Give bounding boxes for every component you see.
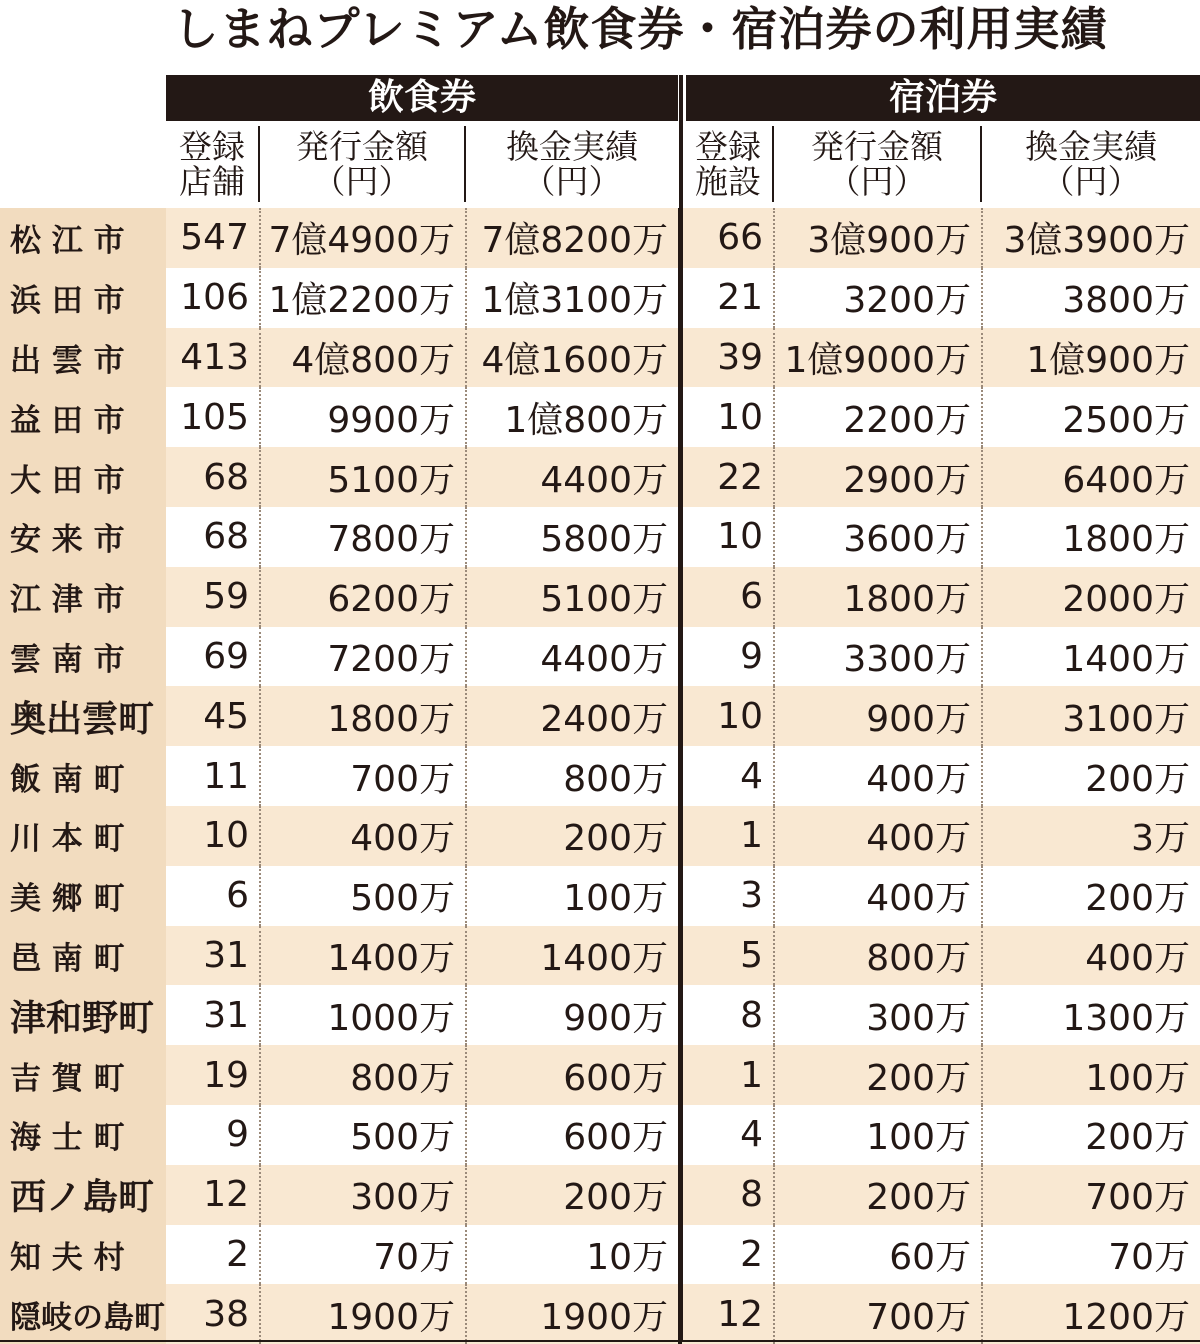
- cell-c2: 500万: [260, 866, 466, 926]
- cell-c3: 4400万: [466, 447, 680, 507]
- table-row: [0, 567, 1200, 627]
- cell-c5: 2200万: [774, 387, 982, 447]
- cell-c4: 39: [680, 328, 774, 388]
- table-row: [0, 746, 1200, 806]
- cell-c6: 200万: [982, 1105, 1200, 1165]
- cell-c5: 3200万: [774, 268, 982, 328]
- cell-c2: 6200万: [260, 567, 466, 627]
- cell-c4: 5: [680, 926, 774, 986]
- cell-c3: 600万: [466, 1105, 680, 1165]
- col-header-dining-issued: [260, 126, 464, 202]
- cell-c5: 900万: [774, 686, 982, 746]
- table-row: [0, 686, 1200, 746]
- col-header-text: 登録 施設: [695, 127, 761, 201]
- cell-c5: 1億9000万: [774, 328, 982, 388]
- col-header-text: 登録 店舗: [179, 127, 245, 201]
- cell-c2: 700万: [260, 746, 466, 806]
- cell-c3: 200万: [466, 806, 680, 866]
- cell-c1: 413: [166, 328, 260, 388]
- table-row: [0, 1284, 1200, 1344]
- cell-c6: 200万: [982, 746, 1200, 806]
- cell-c2: 7800万: [260, 507, 466, 567]
- group-header-dining: 飲食券: [166, 75, 678, 121]
- cell-c3: 10万: [466, 1225, 680, 1285]
- cell-c2: 1800万: [260, 686, 466, 746]
- group-divider: [679, 75, 683, 1342]
- cell-c3: 200万: [466, 1165, 680, 1225]
- table-row: [0, 866, 1200, 926]
- cell-c5: 3億900万: [774, 208, 982, 268]
- cell-c3: 600万: [466, 1045, 680, 1105]
- cell-c6: 3万: [982, 806, 1200, 866]
- table-row: [0, 1165, 1200, 1225]
- cell-c3: 7億8200万: [466, 208, 680, 268]
- col-header-text: 換金実績 （円）: [506, 127, 638, 201]
- cell-c6: 2000万: [982, 567, 1200, 627]
- cell-c3: 2400万: [466, 686, 680, 746]
- cell-c1: 59: [166, 567, 260, 627]
- cell-c5: 60万: [774, 1225, 982, 1285]
- cell-c6: 700万: [982, 1165, 1200, 1225]
- cell-c2: 1000万: [260, 985, 466, 1045]
- table-row: [0, 926, 1200, 986]
- col-header-text: 換金実績 （円）: [1025, 127, 1157, 201]
- table-row: [0, 447, 1200, 507]
- municipality-name: 知 夫 村: [0, 1225, 166, 1285]
- municipality-name: 美 郷 町: [0, 866, 166, 926]
- cell-c1: 68: [166, 447, 260, 507]
- cell-c6: 200万: [982, 866, 1200, 926]
- cell-c1: 9: [166, 1105, 260, 1165]
- cell-c1: 2: [166, 1225, 260, 1285]
- table-row: [0, 328, 1200, 388]
- cell-c1: 10: [166, 806, 260, 866]
- col-header-dining-redeemed: [466, 126, 678, 202]
- cell-c4: 6: [680, 567, 774, 627]
- cell-c3: 900万: [466, 985, 680, 1045]
- cell-c4: 1: [680, 806, 774, 866]
- municipality-name: 隠岐の島町: [0, 1284, 166, 1344]
- cell-c2: 300万: [260, 1165, 466, 1225]
- cell-c1: 45: [166, 686, 260, 746]
- municipality-name: 奥出雲町: [0, 686, 166, 746]
- cell-c5: 3600万: [774, 507, 982, 567]
- cell-c3: 1900万: [466, 1284, 680, 1344]
- municipality-name: 雲 南 市: [0, 627, 166, 687]
- cell-c3: 1400万: [466, 926, 680, 986]
- col-header-lodging-issued: [774, 126, 980, 202]
- municipality-name: 益 田 市: [0, 387, 166, 447]
- cell-c4: 9: [680, 627, 774, 687]
- cell-c2: 9900万: [260, 387, 466, 447]
- cell-c2: 1400万: [260, 926, 466, 986]
- table-row: [0, 1105, 1200, 1165]
- cell-c2: 4億800万: [260, 328, 466, 388]
- col-header-text: 発行金額 （円）: [296, 127, 428, 201]
- table-row: [0, 208, 1200, 268]
- cell-c2: 70万: [260, 1225, 466, 1285]
- cell-c2: 1900万: [260, 1284, 466, 1344]
- cell-c1: 69: [166, 627, 260, 687]
- cell-c5: 400万: [774, 866, 982, 926]
- cell-c3: 1億3100万: [466, 268, 680, 328]
- col-header-lodging-redeemed: [982, 126, 1200, 202]
- cell-c2: 800万: [260, 1045, 466, 1105]
- col-header-text: 発行金額 （円）: [811, 127, 943, 201]
- table-row: [0, 268, 1200, 328]
- cell-c6: 2500万: [982, 387, 1200, 447]
- cell-c5: 3300万: [774, 627, 982, 687]
- municipality-name: 出 雲 市: [0, 328, 166, 388]
- municipality-name: 飯 南 町: [0, 746, 166, 806]
- cell-c4: 10: [680, 686, 774, 746]
- cell-c3: 5100万: [466, 567, 680, 627]
- municipality-name: 西ノ島町: [0, 1165, 166, 1225]
- cell-c5: 300万: [774, 985, 982, 1045]
- cell-c4: 2: [680, 1225, 774, 1285]
- cell-c5: 800万: [774, 926, 982, 986]
- cell-c1: 31: [166, 926, 260, 986]
- col-header-registered-stores: [166, 126, 258, 202]
- cell-c5: 100万: [774, 1105, 982, 1165]
- cell-c1: 31: [166, 985, 260, 1045]
- cell-c6: 6400万: [982, 447, 1200, 507]
- cell-c3: 1億800万: [466, 387, 680, 447]
- cell-c1: 105: [166, 387, 260, 447]
- data-table: [0, 208, 1200, 1344]
- cell-c1: 12: [166, 1165, 260, 1225]
- cell-c4: 4: [680, 1105, 774, 1165]
- cell-c6: 100万: [982, 1045, 1200, 1105]
- cell-c5: 200万: [774, 1165, 982, 1225]
- cell-c3: 800万: [466, 746, 680, 806]
- cell-c2: 7200万: [260, 627, 466, 687]
- municipality-name: 大 田 市: [0, 447, 166, 507]
- table-row: [0, 806, 1200, 866]
- cell-c2: 5100万: [260, 447, 466, 507]
- cell-c5: 400万: [774, 746, 982, 806]
- table-row: [0, 507, 1200, 567]
- chart-title: しまねプレミアム飲食券・宿泊券の利用実績: [172, 2, 1108, 56]
- cell-c5: 2900万: [774, 447, 982, 507]
- cell-c6: 3800万: [982, 268, 1200, 328]
- municipality-name: 邑 南 町: [0, 926, 166, 986]
- table-row: [0, 387, 1200, 447]
- cell-c3: 5800万: [466, 507, 680, 567]
- cell-c4: 10: [680, 507, 774, 567]
- cell-c4: 12: [680, 1284, 774, 1344]
- municipality-name: 浜 田 市: [0, 268, 166, 328]
- cell-c4: 22: [680, 447, 774, 507]
- cell-c5: 200万: [774, 1045, 982, 1105]
- table-row: [0, 1225, 1200, 1285]
- cell-c6: 400万: [982, 926, 1200, 986]
- cell-c2: 1億2200万: [260, 268, 466, 328]
- municipality-name: 安 来 市: [0, 507, 166, 567]
- cell-c3: 4億1600万: [466, 328, 680, 388]
- municipality-name: 海 士 町: [0, 1105, 166, 1165]
- cell-c6: 1400万: [982, 627, 1200, 687]
- cell-c1: 6: [166, 866, 260, 926]
- cell-c4: 3: [680, 866, 774, 926]
- cell-c1: 547: [166, 208, 260, 268]
- cell-c3: 100万: [466, 866, 680, 926]
- cell-c4: 8: [680, 985, 774, 1045]
- cell-c4: 21: [680, 268, 774, 328]
- cell-c6: 3100万: [982, 686, 1200, 746]
- table-row: [0, 627, 1200, 687]
- municipality-name: 松 江 市: [0, 208, 166, 268]
- cell-c4: 4: [680, 746, 774, 806]
- cell-c1: 19: [166, 1045, 260, 1105]
- col-header-registered-facilities: [684, 126, 772, 202]
- cell-c6: 1800万: [982, 507, 1200, 567]
- municipality-name: 吉 賀 町: [0, 1045, 166, 1105]
- cell-c1: 68: [166, 507, 260, 567]
- cell-c6: 70万: [982, 1225, 1200, 1285]
- cell-c6: 1200万: [982, 1284, 1200, 1344]
- cell-c4: 10: [680, 387, 774, 447]
- cell-c4: 8: [680, 1165, 774, 1225]
- municipality-name: 江 津 市: [0, 567, 166, 627]
- municipality-name: 川 本 町: [0, 806, 166, 866]
- cell-c2: 7億4900万: [260, 208, 466, 268]
- cell-c1: 38: [166, 1284, 260, 1344]
- municipality-name: 津和野町: [0, 985, 166, 1045]
- table-row: [0, 1045, 1200, 1105]
- cell-c4: 1: [680, 1045, 774, 1105]
- cell-c1: 106: [166, 268, 260, 328]
- group-header-lodging: 宿泊券: [686, 75, 1200, 121]
- cell-c6: 1300万: [982, 985, 1200, 1045]
- cell-c6: 3億3900万: [982, 208, 1200, 268]
- cell-c3: 4400万: [466, 627, 680, 687]
- cell-c1: 11: [166, 746, 260, 806]
- cell-c2: 500万: [260, 1105, 466, 1165]
- cell-c6: 1億900万: [982, 328, 1200, 388]
- cell-c4: 66: [680, 208, 774, 268]
- cell-c5: 1800万: [774, 567, 982, 627]
- cell-c5: 700万: [774, 1284, 982, 1344]
- cell-c2: 400万: [260, 806, 466, 866]
- table-row: [0, 985, 1200, 1045]
- cell-c5: 400万: [774, 806, 982, 866]
